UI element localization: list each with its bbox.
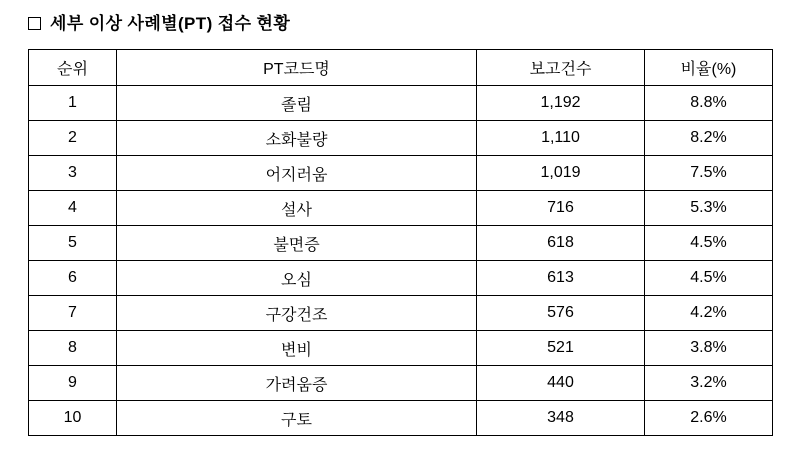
table-row (29, 191, 773, 226)
cell-pt-code-name: 구강건조 (117, 296, 477, 331)
page-title: 세부 이상 사례별(PT) 접수 현황 (50, 13, 291, 33)
cell-ratio: 4.5% (645, 226, 773, 261)
cell-ratio: 2.6% (645, 401, 773, 436)
cell-rank: 10 (29, 401, 117, 436)
pt-code-table (28, 49, 773, 436)
cell-report-count: 618 (477, 226, 645, 261)
cell-pt-code-name: 구토 (117, 401, 477, 436)
cell-rank: 3 (29, 156, 117, 191)
column-header-rank: 순위 (29, 50, 117, 86)
cell-rank: 8 (29, 331, 117, 366)
cell-pt-code-name: 졸림 (117, 86, 477, 121)
cell-report-count: 348 (477, 401, 645, 436)
cell-pt-code-name: 소화불량 (117, 121, 477, 156)
column-header-ratio: 비율(%) (645, 50, 773, 86)
cell-pt-code-name: 어지러움 (117, 156, 477, 191)
cell-report-count: 1,110 (477, 121, 645, 156)
cell-ratio: 5.3% (645, 191, 773, 226)
section-heading (0, 0, 801, 34)
cell-rank: 4 (29, 191, 117, 226)
table-row (29, 121, 773, 156)
cell-rank: 7 (29, 296, 117, 331)
table-container (28, 49, 772, 436)
cell-report-count: 613 (477, 261, 645, 296)
table-row (29, 156, 773, 191)
cell-rank: 9 (29, 366, 117, 401)
cell-pt-code-name: 불면증 (117, 226, 477, 261)
cell-rank: 2 (29, 121, 117, 156)
table-row (29, 331, 773, 366)
cell-report-count: 1,019 (477, 156, 645, 191)
column-header-report-count: 보고건수 (477, 50, 645, 86)
cell-rank: 1 (29, 86, 117, 121)
cell-ratio: 8.2% (645, 121, 773, 156)
cell-ratio: 4.5% (645, 261, 773, 296)
cell-pt-code-name: 설사 (117, 191, 477, 226)
cell-rank: 5 (29, 226, 117, 261)
table-row (29, 366, 773, 401)
table-row (29, 86, 773, 121)
cell-pt-code-name: 가려움증 (117, 366, 477, 401)
table-header-row (29, 50, 773, 86)
table-row (29, 261, 773, 296)
cell-ratio: 8.8% (645, 86, 773, 121)
cell-ratio: 3.2% (645, 366, 773, 401)
cell-pt-code-name: 오심 (117, 261, 477, 296)
table-row (29, 296, 773, 331)
cell-ratio: 3.8% (645, 331, 773, 366)
cell-rank: 6 (29, 261, 117, 296)
cell-report-count: 716 (477, 191, 645, 226)
cell-ratio: 4.2% (645, 296, 773, 331)
cell-report-count: 440 (477, 366, 645, 401)
cell-report-count: 1,192 (477, 86, 645, 121)
table-row (29, 226, 773, 261)
cell-pt-code-name: 변비 (117, 331, 477, 366)
column-header-pt-code-name: PT코드명 (117, 50, 477, 86)
cell-report-count: 576 (477, 296, 645, 331)
cell-report-count: 521 (477, 331, 645, 366)
square-outline-icon (28, 17, 41, 30)
cell-ratio: 7.5% (645, 156, 773, 191)
table-row (29, 401, 773, 436)
